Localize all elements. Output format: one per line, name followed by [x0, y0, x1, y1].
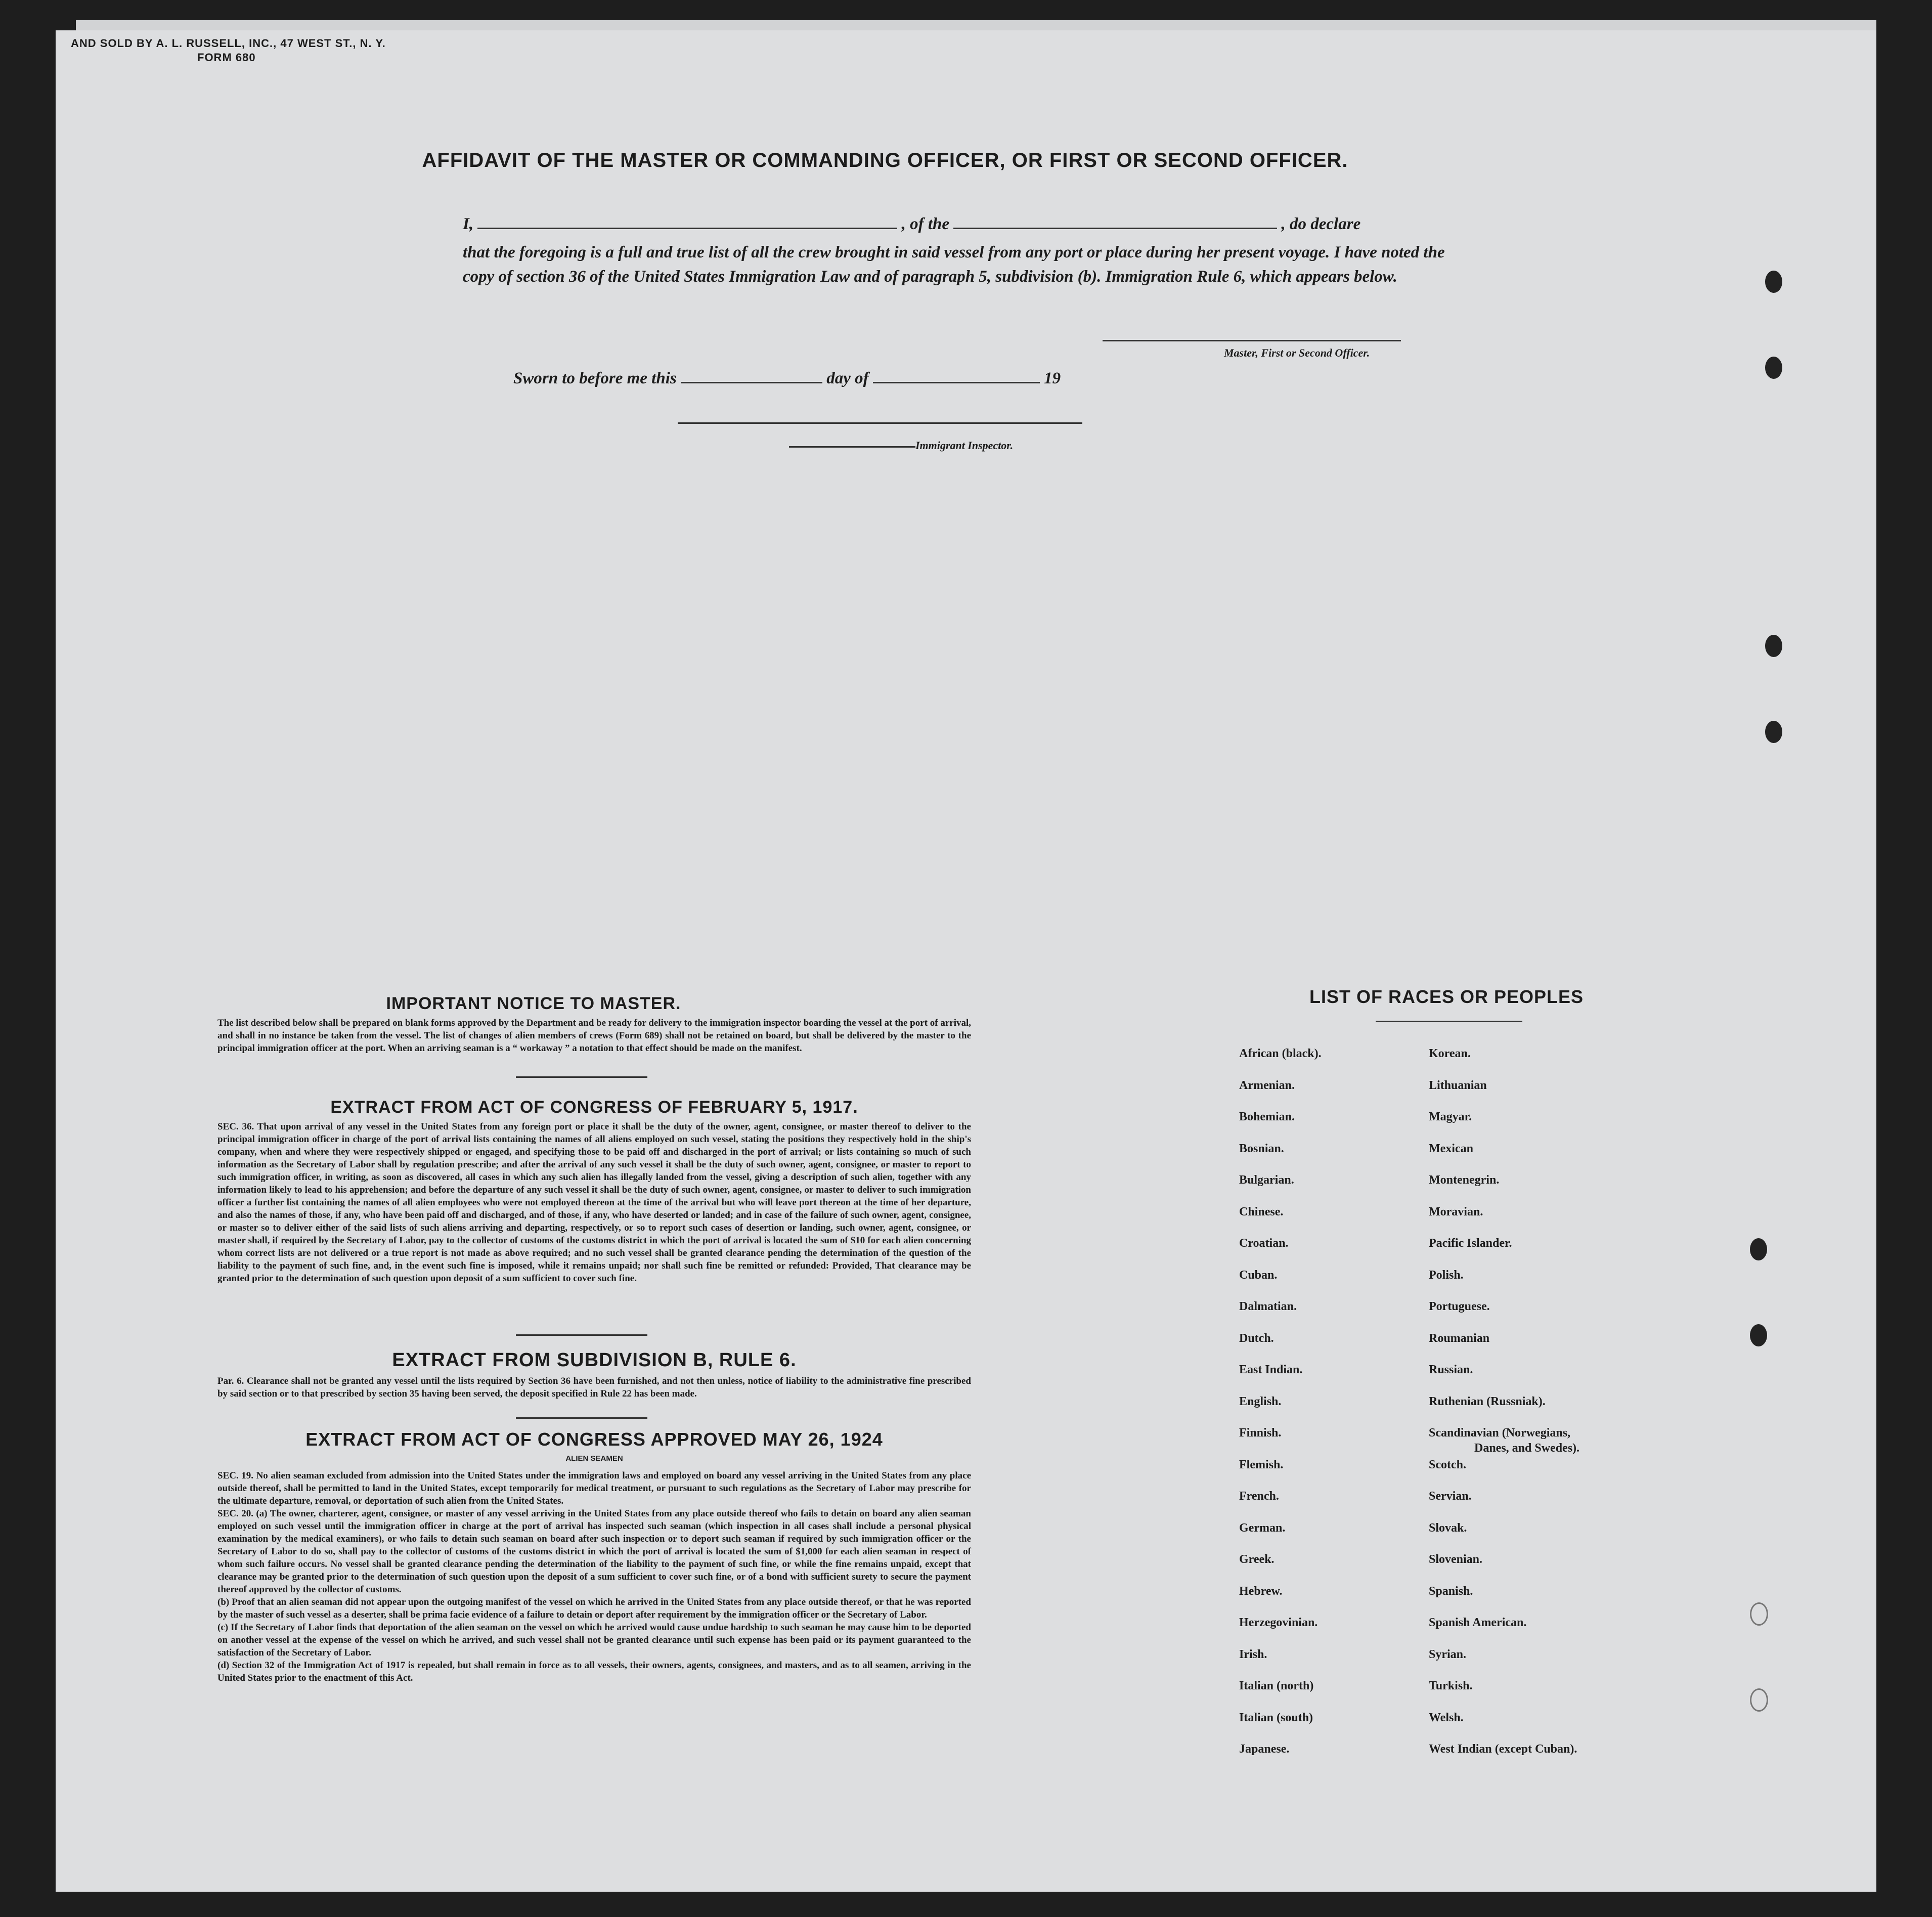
race-item: Scandinavian (Norwegians, [1429, 1426, 1571, 1440]
race-item: Greek. [1239, 1553, 1275, 1566]
race-item: West Indian (except Cuban). [1429, 1742, 1577, 1756]
affidavit-i-label: I, [463, 215, 474, 233]
race-item: Welsh. [1429, 1711, 1464, 1724]
sworn-year-label: 19 [1044, 369, 1061, 387]
race-item: Russian. [1429, 1363, 1473, 1376]
race-item: English. [1239, 1395, 1282, 1408]
race-item: Italian (north) [1239, 1679, 1314, 1692]
race-item: Roumanian [1429, 1331, 1490, 1345]
divider [516, 1076, 647, 1078]
divider [516, 1417, 647, 1419]
race-item: Dalmatian. [1239, 1300, 1297, 1313]
race-item: Scotch. [1429, 1458, 1466, 1471]
race-item: Finnish. [1239, 1426, 1282, 1440]
race-item: Montenegrin. [1429, 1173, 1500, 1187]
race-item: East Indian. [1239, 1363, 1303, 1376]
race-item: Spanish. [1429, 1584, 1473, 1598]
extract-1924-body [217, 1469, 971, 1684]
race-item: African (black). [1239, 1047, 1322, 1060]
race-item: Danes, and Swedes). [1474, 1442, 1580, 1455]
sec20a-paragraph: SEC. 20. (a) The owner, charterer, agent, consignee, or master of any vessel arriving in the United States from any place outside thereof who fails to detain on board any alien seaman employed on such vessel until the immigration officer in charge at the port of arrival has inspected such seaman (which inspection in all cases shall include a personal physical examination by the medical examiners), or who fails to detain such seaman on board after such inspection or to deport such seaman if required by such immigration officer or the Secretary of Labor to do so, shall pay to the collector of customs of the customs district in which the port of arrival is located the sum of $1,000 for each alien seaman in respect of whom such failure occurs. No vessel shall be granted clearance pending the determination of the liability to the payment of such fine, or while the fine remains unpaid, except that clearance may be granted prior to the determination of such question upon the deposit of a sum sufficient to cover such fine, or of a bond with sufficient surety to secure the payment thereof approved by the collector of customs. [217, 1508, 971, 1595]
extract-rule6-body: Par. 6. Clearance shall not be granted any vessel until the lists required by Section 36 have been furnished, and not then unless, notice of liability to the administrative fine prescribed by said section or to that prescribed by section 35 having been served, the deposit specified in Rule 22 has been made. [217, 1376, 971, 1399]
printer-imprint [71, 36, 386, 65]
master-signature-label: Master, First or Second Officer. [1224, 346, 1370, 359]
race-item: Armenian. [1239, 1078, 1295, 1092]
sec20c-paragraph: (c) If the Secretary of Labor finds that deportation of the alien seaman on the vessel on which he arrived would cause undue hardship to such seaman he may cause him to be deported on another vessel at the expense of the vessel on which he arrived, and such vessel shall not be granted clearance until such expense has been paid or its payment guaranteed to the satisfaction of the Secretary of Labor. [217, 1622, 971, 1658]
race-item: Bosnian. [1239, 1142, 1284, 1155]
race-item: Ruthenian (Russniak). [1429, 1395, 1546, 1408]
race-item: Lithuanian [1429, 1078, 1487, 1092]
race-item: Mexican [1429, 1142, 1473, 1155]
printer-imprint-line1: AND SOLD BY A. L. RUSSELL, INC., 47 WEST ST., N. Y. [71, 37, 386, 50]
punch-hole [1765, 357, 1782, 379]
notice-title: IMPORTANT NOTICE TO MASTER. [386, 994, 681, 1013]
inspector-label: Immigrant Inspector. [915, 439, 1014, 452]
race-item: Bohemian. [1239, 1110, 1295, 1123]
divider [1376, 1021, 1522, 1022]
divider [516, 1334, 647, 1336]
punch-hole-outline [1750, 1602, 1768, 1626]
race-item: Bulgarian. [1239, 1173, 1294, 1187]
sworn-month-field[interactable] [873, 370, 1040, 383]
race-item: Korean. [1429, 1047, 1471, 1060]
vessel-field[interactable] [953, 215, 1277, 229]
race-item: Slovenian. [1429, 1553, 1483, 1566]
race-item: Croatian. [1239, 1237, 1289, 1250]
punch-hole [1750, 1324, 1767, 1346]
race-item: Syrian. [1429, 1647, 1467, 1661]
sworn-day-of-label: day of [826, 369, 869, 387]
race-item: Servian. [1429, 1490, 1472, 1503]
punch-hole [1765, 271, 1782, 293]
affidavit-declare-label: , do declare [1281, 215, 1361, 233]
race-item: Polish. [1429, 1268, 1464, 1282]
race-item: Japanese. [1239, 1742, 1290, 1756]
race-item: Portuguese. [1429, 1300, 1490, 1313]
race-item: Slovak. [1429, 1521, 1467, 1535]
punch-hole-outline [1750, 1688, 1768, 1712]
extract-1924-subtitle: ALIEN SEAMEN [565, 1454, 623, 1463]
master-signature-line[interactable] [1103, 340, 1401, 341]
race-item: Flemish. [1239, 1458, 1284, 1471]
sec20d-paragraph: (d) Section 32 of the Immigration Act of 1917 is repealed, but shall remain in force as to all vessels, their owners, agents, consignees, and masters, and as to all seamen, arriving in the United States prior to the enactment of this Act. [217, 1660, 971, 1683]
affidavit-declaration-line [463, 215, 1449, 234]
race-item: Hebrew. [1239, 1584, 1283, 1598]
declarant-name-field[interactable] [477, 215, 897, 229]
race-item: Turkish. [1429, 1679, 1473, 1692]
sworn-line [513, 369, 1061, 388]
sec20b-paragraph: (b) Proof that an alien seaman did not appear upon the outgoing manifest of the vessel on which he arrived in the United States from any place outside thereof, or that he was reported by the master of such vessel as a deserter, shall be prima facie evidence of a failure to detain or deport after requirement by the immigration officer or the Secretary of Labor. [217, 1597, 971, 1620]
punch-hole [1750, 1238, 1767, 1260]
race-item: Magyar. [1429, 1110, 1472, 1123]
punch-hole [1765, 721, 1782, 743]
affidavit-body: that the foregoing is a full and true list of all the crew brought in said vessel from any port or place during her present voyage. I have noted the copy of section 36 of the United States Immigration Law and of paragraph 5, subdivision (b). Immigration Rule 6, which appears below. [463, 243, 1445, 286]
inspector-signature-line[interactable] [678, 422, 1082, 424]
inspector-signature-line-2[interactable] [789, 446, 915, 448]
race-item: Italian (south) [1239, 1711, 1313, 1724]
race-item: Cuban. [1239, 1268, 1278, 1282]
race-item: Herzegovinian. [1239, 1616, 1318, 1629]
extract-1917-body: SEC. 36. That upon arrival of any vessel in the United States from any foreign port or place it shall be the duty of the owner, agent, consignee, or master thereof to deliver to the principal immigration officer in charge of the port of arrival lists containing the names of all aliens employed on such vessel, stating the positions they respectively hold in the ship's company, when and where they were respectively shipped or engaged, and specifying those to be paid off and discharged in the port of arrival; or lists containing so much of such information as the Secretary of Labor shall by regulation prescribe; and after the arrival of any such vessel it shall be the duty of such owner, agent, consignee, or master to report to such immigration officer, in writing, as soon as discovered, all cases in which any such alien has illegally landed from the vessel, giving a description of such alien, together with any information likely to lead to his apprehension; and before the departure of any such vessel it shall be the duty of such owner, agent, consignee, or master to deliver to such immigration officer a further list containing the names of all alien employees who were not employed thereon at the time of the arrival but who will leave port thereon at the time of her departure, and also the names of those, if any, who have been paid off and discharged, and of those, if any, who have deserted or landed; and in case of the failure of such owner, agent, consignee, or master so to deliver either of the said lists of such aliens arriving and departing, respectively, or so to report such cases of desertion or landing, such owner, agent, consignee, or master shall, if required by the Secretary of Labor, pay to the collector of customs of the customs district in which the port of arrival is located the sum of $10 for each alien concerning whom correct lists are not delivered or a true report is not made as above required; and no such vessel shall be granted clearance pending the determination of the question of the liability to the payment of such fine, and, in the event such fine is imposed, while it remains unpaid; nor shall such fine be remitted or refunded: Provided, That clearance may be granted prior to the determination of such question upon deposit of a sum sufficient to cover such fine. [217, 1121, 971, 1284]
race-item: Spanish American. [1429, 1616, 1527, 1629]
sworn-label: Sworn to before me this [513, 369, 677, 387]
race-item: German. [1239, 1521, 1286, 1535]
race-item: Dutch. [1239, 1331, 1274, 1345]
race-item: French. [1239, 1490, 1279, 1503]
affidavit-title: AFFIDAVIT OF THE MASTER OR COMMANDING OFFICER, OR FIRST OR SECOND OFFICER. [422, 149, 1348, 171]
sworn-day-field[interactable] [681, 370, 822, 383]
race-item: Chinese. [1239, 1205, 1284, 1218]
extract-1924-title: EXTRACT FROM ACT OF CONGRESS APPROVED MAY 26, 1924 [305, 1429, 883, 1450]
race-item: Irish. [1239, 1647, 1267, 1661]
punch-hole [1765, 635, 1782, 657]
printer-imprint-line2: FORM 680 [197, 51, 256, 64]
race-item: Moravian. [1429, 1205, 1483, 1218]
sec19-paragraph: SEC. 19. No alien seaman excluded from admission into the United States under the immigration laws and employed on board any vessel arriving in the United States from any place outside thereof, shall be permitted to land in the United States, except temporarily for medical treatment, or pursuant to such regulations as the Secretary of Labor may prescribe for the ultimate departure, removal, or deportation of such alien from the United States. [217, 1470, 971, 1506]
extract-rule6-title: EXTRACT FROM SUBDIVISION B, RULE 6. [392, 1349, 797, 1371]
notice-body: The list described below shall be prepared on blank forms approved by the Department and be ready for delivery to the immigration inspector boarding the vessel at the port of arrival, and shall in no instance be taken from the vessel. The list of changes of alien members of crews (Form 689) shall not be retained on board, but shall be delivered by the master to the principal immigration officer at the port. When an arriving seaman is a “ workaway ” a notation to that effect should be made on the manifest. [217, 1018, 971, 1054]
affidavit-of-the-label: , of the [901, 215, 950, 233]
extract-1917-title: EXTRACT FROM ACT OF CONGRESS OF FEBRUARY 5, 1917. [330, 1098, 858, 1117]
race-item: Pacific Islander. [1429, 1237, 1512, 1250]
races-title: LIST OF RACES OR PEOPLES [1309, 986, 1584, 1007]
